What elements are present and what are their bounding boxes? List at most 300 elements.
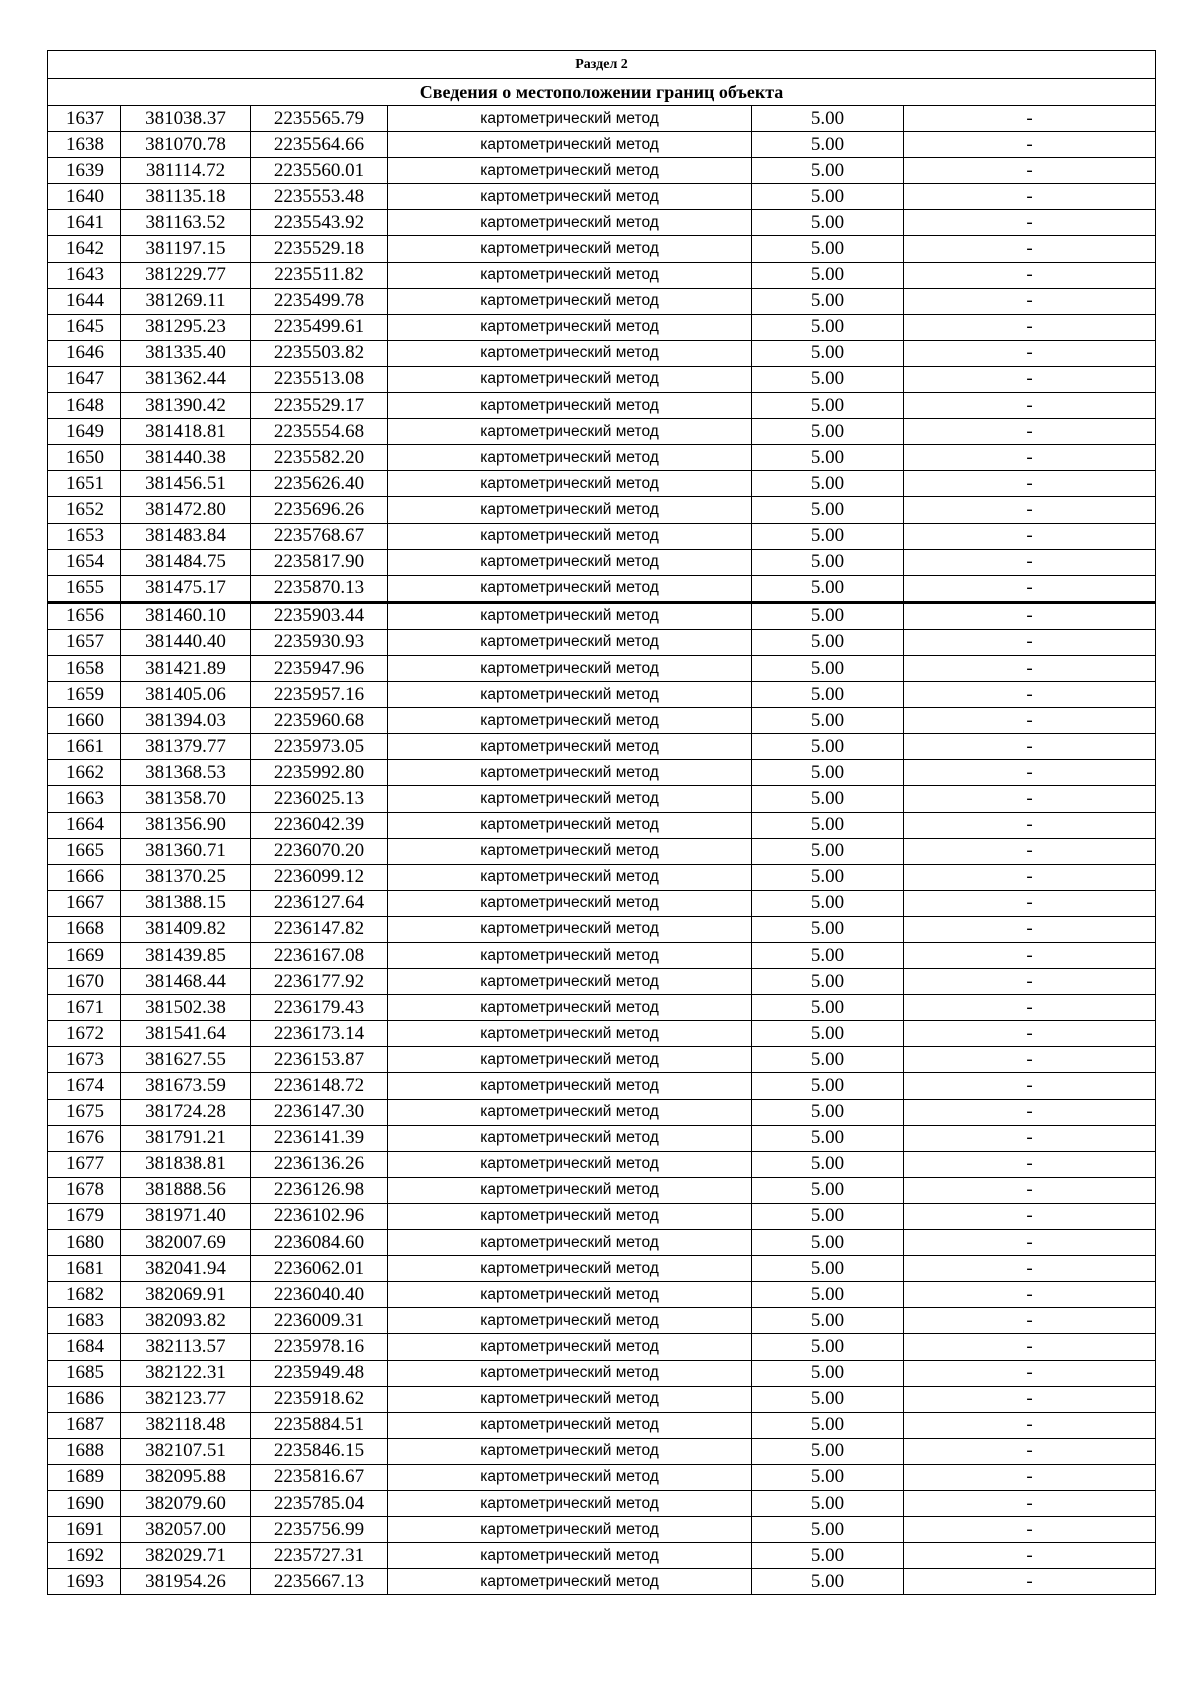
point-number-cell: 1651 [48,471,121,497]
point-number-cell: 1688 [48,1438,121,1464]
coord-x-cell: 381394.03 [121,708,251,734]
point-number-cell: 1644 [48,288,121,314]
coord-y-cell: 2235560.01 [251,158,388,184]
coord-x-cell: 381791.21 [121,1125,251,1151]
method-cell: картометрический метод [388,366,752,392]
table-row [48,1412,1156,1438]
note-cell: - [904,106,1156,132]
method-cell: картометрический метод [388,1543,752,1569]
table-row [48,1203,1156,1229]
section-title-row [48,79,1156,106]
point-number-cell: 1681 [48,1256,121,1282]
table-row [48,262,1156,288]
note-cell: - [904,1438,1156,1464]
table-row [48,1073,1156,1099]
point-number-cell: 1678 [48,1177,121,1203]
table-row [48,236,1156,262]
coord-y-cell: 2235960.68 [251,708,388,734]
note-cell: - [904,629,1156,655]
accuracy-cell: 5.00 [752,1073,904,1099]
coord-y-cell: 2235503.82 [251,340,388,366]
coord-x-cell: 381456.51 [121,471,251,497]
point-number-cell: 1670 [48,969,121,995]
accuracy-cell: 5.00 [752,1412,904,1438]
coord-x-cell: 381135.18 [121,184,251,210]
method-cell: картометрический метод [388,393,752,419]
point-number-cell: 1639 [48,158,121,184]
method-cell: картометрический метод [388,864,752,890]
accuracy-cell: 5.00 [752,523,904,549]
table-row [48,838,1156,864]
coord-x-cell: 381439.85 [121,943,251,969]
accuracy-cell: 5.00 [752,838,904,864]
point-number-cell: 1657 [48,629,121,655]
note-cell: - [904,1360,1156,1386]
accuracy-cell: 5.00 [752,262,904,288]
coord-y-cell: 2236179.43 [251,995,388,1021]
point-number-cell: 1648 [48,393,121,419]
coord-y-cell: 2235667.13 [251,1569,388,1595]
accuracy-cell: 5.00 [752,236,904,262]
table-row [48,682,1156,708]
point-number-cell: 1640 [48,184,121,210]
section-label-row [48,51,1156,79]
point-number-cell: 1638 [48,132,121,158]
coord-x-cell: 381295.23 [121,314,251,340]
coord-y-cell: 2236070.20 [251,838,388,864]
method-cell: картометрический метод [388,1308,752,1334]
table-row [48,1125,1156,1151]
accuracy-cell: 5.00 [752,419,904,445]
method-cell: картометрический метод [388,1569,752,1595]
coord-x-cell: 381368.53 [121,760,251,786]
coord-x-cell: 381971.40 [121,1203,251,1229]
point-number-cell: 1693 [48,1569,121,1595]
note-cell: - [904,1464,1156,1490]
section-title: Сведения о местоположении границ объекта [48,79,1156,106]
coord-y-cell: 2236153.87 [251,1047,388,1073]
coord-y-cell: 2236042.39 [251,812,388,838]
note-cell: - [904,340,1156,366]
accuracy-cell: 5.00 [752,393,904,419]
table-row [48,890,1156,916]
table-row [48,1360,1156,1386]
table-row [48,655,1156,681]
note-cell: - [904,366,1156,392]
coord-x-cell: 381475.17 [121,575,251,602]
coord-y-cell: 2235957.16 [251,682,388,708]
point-number-cell: 1660 [48,708,121,734]
note-cell: - [904,602,1156,629]
accuracy-cell: 5.00 [752,1021,904,1047]
coord-y-cell: 2236173.14 [251,1021,388,1047]
point-number-cell: 1692 [48,1543,121,1569]
coord-y-cell: 2235543.92 [251,210,388,236]
table-row [48,340,1156,366]
method-cell: картометрический метод [388,210,752,236]
method-cell: картометрический метод [388,786,752,812]
accuracy-cell: 5.00 [752,106,904,132]
method-cell: картометрический метод [388,288,752,314]
method-cell: картометрический метод [388,838,752,864]
accuracy-cell: 5.00 [752,1125,904,1151]
table-row [48,864,1156,890]
coord-x-cell: 381229.77 [121,262,251,288]
coord-y-cell: 2236084.60 [251,1230,388,1256]
method-cell: картометрический метод [388,575,752,602]
note-cell: - [904,497,1156,523]
coord-x-cell: 381390.42 [121,393,251,419]
table-row [48,158,1156,184]
coord-x-cell: 381335.40 [121,340,251,366]
coord-x-cell: 382122.31 [121,1360,251,1386]
coord-y-cell: 2235564.66 [251,132,388,158]
accuracy-cell: 5.00 [752,288,904,314]
point-number-cell: 1690 [48,1490,121,1516]
point-number-cell: 1662 [48,760,121,786]
method-cell: картометрический метод [388,497,752,523]
point-number-cell: 1650 [48,445,121,471]
coord-x-cell: 382069.91 [121,1282,251,1308]
method-cell: картометрический метод [388,1490,752,1516]
coord-x-cell: 381838.81 [121,1151,251,1177]
note-cell: - [904,236,1156,262]
table-row [48,523,1156,549]
coord-y-cell: 2235949.48 [251,1360,388,1386]
note-cell: - [904,1569,1156,1595]
note-cell: - [904,262,1156,288]
coord-x-cell: 382057.00 [121,1517,251,1543]
note-cell: - [904,890,1156,916]
point-number-cell: 1661 [48,734,121,760]
table-row [48,288,1156,314]
coord-y-cell: 2235947.96 [251,655,388,681]
coord-y-cell: 2235529.18 [251,236,388,262]
method-cell: картометрический метод [388,236,752,262]
table-row [48,629,1156,655]
method-cell: картометрический метод [388,890,752,916]
note-cell: - [904,210,1156,236]
method-cell: картометрический метод [388,969,752,995]
coord-y-cell: 2235565.79 [251,106,388,132]
note-cell: - [904,682,1156,708]
note-cell: - [904,523,1156,549]
coord-y-cell: 2236167.08 [251,943,388,969]
coord-x-cell: 381440.38 [121,445,251,471]
point-number-cell: 1686 [48,1386,121,1412]
table-row [48,1256,1156,1282]
accuracy-cell: 5.00 [752,1569,904,1595]
accuracy-cell: 5.00 [752,314,904,340]
table-row [48,1047,1156,1073]
table-row [48,995,1156,1021]
table-row [48,471,1156,497]
table-row [48,734,1156,760]
accuracy-cell: 5.00 [752,760,904,786]
note-cell: - [904,864,1156,890]
coord-x-cell: 381197.15 [121,236,251,262]
coord-x-cell: 381484.75 [121,549,251,575]
accuracy-cell: 5.00 [752,995,904,1021]
table-row [48,132,1156,158]
point-number-cell: 1676 [48,1125,121,1151]
coord-x-cell: 381070.78 [121,132,251,158]
coord-x-cell: 381483.84 [121,523,251,549]
accuracy-cell: 5.00 [752,340,904,366]
point-number-cell: 1653 [48,523,121,549]
table-row [48,602,1156,629]
table-row [48,419,1156,445]
coord-x-cell: 381418.81 [121,419,251,445]
method-cell: картометрический метод [388,1256,752,1282]
accuracy-cell: 5.00 [752,1386,904,1412]
coord-y-cell: 2236127.64 [251,890,388,916]
coord-x-cell: 382123.77 [121,1386,251,1412]
table-row [48,1490,1156,1516]
point-number-cell: 1684 [48,1334,121,1360]
table-row [48,1543,1156,1569]
coord-x-cell: 381362.44 [121,366,251,392]
accuracy-cell: 5.00 [752,471,904,497]
method-cell: картометрический метод [388,1230,752,1256]
coord-x-cell: 381472.80 [121,497,251,523]
accuracy-cell: 5.00 [752,1282,904,1308]
coord-x-cell: 381440.40 [121,629,251,655]
accuracy-cell: 5.00 [752,969,904,995]
accuracy-cell: 5.00 [752,629,904,655]
note-cell: - [904,1334,1156,1360]
coord-y-cell: 2235817.90 [251,549,388,575]
accuracy-cell: 5.00 [752,1490,904,1516]
coord-y-cell: 2235499.61 [251,314,388,340]
accuracy-cell: 5.00 [752,184,904,210]
note-cell: - [904,1177,1156,1203]
note-cell: - [904,1073,1156,1099]
note-cell: - [904,1517,1156,1543]
table-row [48,184,1156,210]
method-cell: картометрический метод [388,812,752,838]
accuracy-cell: 5.00 [752,549,904,575]
coord-y-cell: 2236148.72 [251,1073,388,1099]
accuracy-cell: 5.00 [752,708,904,734]
coord-y-cell: 2235756.99 [251,1517,388,1543]
accuracy-cell: 5.00 [752,1464,904,1490]
point-number-cell: 1675 [48,1099,121,1125]
note-cell: - [904,812,1156,838]
point-number-cell: 1658 [48,655,121,681]
coord-x-cell: 381269.11 [121,288,251,314]
method-cell: картометрический метод [388,1177,752,1203]
note-cell: - [904,760,1156,786]
table-row [48,1308,1156,1334]
table-row [48,708,1156,734]
note-cell: - [904,734,1156,760]
method-cell: картометрический метод [388,1517,752,1543]
note-cell: - [904,288,1156,314]
table-row [48,575,1156,602]
note-cell: - [904,1230,1156,1256]
method-cell: картометрический метод [388,262,752,288]
note-cell: - [904,1047,1156,1073]
coord-y-cell: 2236009.31 [251,1308,388,1334]
coord-x-cell: 381724.28 [121,1099,251,1125]
note-cell: - [904,1490,1156,1516]
note-cell: - [904,708,1156,734]
note-cell: - [904,1203,1156,1229]
accuracy-cell: 5.00 [752,497,904,523]
coord-y-cell: 2235727.31 [251,1543,388,1569]
coord-x-cell: 382041.94 [121,1256,251,1282]
coord-x-cell: 381038.37 [121,106,251,132]
table-row [48,943,1156,969]
coord-x-cell: 381405.06 [121,682,251,708]
method-cell: картометрический метод [388,340,752,366]
table-row [48,366,1156,392]
note-cell: - [904,1412,1156,1438]
point-number-cell: 1673 [48,1047,121,1073]
method-cell: картометрический метод [388,132,752,158]
note-cell: - [904,1386,1156,1412]
point-number-cell: 1655 [48,575,121,602]
coord-y-cell: 2235870.13 [251,575,388,602]
coord-x-cell: 381356.90 [121,812,251,838]
coord-y-cell: 2235973.05 [251,734,388,760]
method-cell: картометрический метод [388,760,752,786]
coord-x-cell: 381627.55 [121,1047,251,1073]
coord-y-cell: 2235992.80 [251,760,388,786]
table-row [48,314,1156,340]
accuracy-cell: 5.00 [752,366,904,392]
accuracy-cell: 5.00 [752,1543,904,1569]
note-cell: - [904,575,1156,602]
note-cell: - [904,314,1156,340]
coord-x-cell: 382029.71 [121,1543,251,1569]
method-cell: картометрический метод [388,1412,752,1438]
accuracy-cell: 5.00 [752,1203,904,1229]
table-row [48,445,1156,471]
method-cell: картометрический метод [388,1099,752,1125]
point-number-cell: 1674 [48,1073,121,1099]
table-row [48,549,1156,575]
accuracy-cell: 5.00 [752,864,904,890]
point-number-cell: 1671 [48,995,121,1021]
coord-y-cell: 2235529.17 [251,393,388,419]
coord-y-cell: 2236177.92 [251,969,388,995]
point-number-cell: 1689 [48,1464,121,1490]
point-number-cell: 1663 [48,786,121,812]
table-row [48,1438,1156,1464]
method-cell: картометрический метод [388,184,752,210]
coord-x-cell: 381954.26 [121,1569,251,1595]
table-row [48,210,1156,236]
coord-y-cell: 2235511.82 [251,262,388,288]
accuracy-cell: 5.00 [752,786,904,812]
coord-x-cell: 382107.51 [121,1438,251,1464]
note-cell: - [904,995,1156,1021]
table-row [48,1569,1156,1595]
point-number-cell: 1679 [48,1203,121,1229]
accuracy-cell: 5.00 [752,1438,904,1464]
table-row [48,1230,1156,1256]
table-row [48,1021,1156,1047]
table-row [48,1282,1156,1308]
coord-y-cell: 2235582.20 [251,445,388,471]
accuracy-cell: 5.00 [752,812,904,838]
accuracy-cell: 5.00 [752,1360,904,1386]
note-cell: - [904,1282,1156,1308]
accuracy-cell: 5.00 [752,890,904,916]
coord-x-cell: 382113.57 [121,1334,251,1360]
table-row [48,916,1156,942]
note-cell: - [904,1099,1156,1125]
method-cell: картометрический метод [388,158,752,184]
accuracy-cell: 5.00 [752,1099,904,1125]
note-cell: - [904,969,1156,995]
method-cell: картометрический метод [388,1047,752,1073]
note-cell: - [904,838,1156,864]
accuracy-cell: 5.00 [752,210,904,236]
coord-y-cell: 2235978.16 [251,1334,388,1360]
coord-y-cell: 2235884.51 [251,1412,388,1438]
coord-y-cell: 2235846.15 [251,1438,388,1464]
table-row [48,786,1156,812]
coord-x-cell: 382095.88 [121,1464,251,1490]
method-cell: картометрический метод [388,471,752,497]
coord-x-cell: 381114.72 [121,158,251,184]
point-number-cell: 1666 [48,864,121,890]
coord-x-cell: 382079.60 [121,1490,251,1516]
method-cell: картометрический метод [388,1073,752,1099]
method-cell: картометрический метод [388,445,752,471]
coord-x-cell: 381409.82 [121,916,251,942]
method-cell: картометрический метод [388,1360,752,1386]
coord-y-cell: 2236102.96 [251,1203,388,1229]
point-number-cell: 1649 [48,419,121,445]
point-number-cell: 1680 [48,1230,121,1256]
accuracy-cell: 5.00 [752,916,904,942]
coord-y-cell: 2235785.04 [251,1490,388,1516]
coord-y-cell: 2236062.01 [251,1256,388,1282]
method-cell: картометрический метод [388,1438,752,1464]
table-row [48,393,1156,419]
point-number-cell: 1646 [48,340,121,366]
table-row [48,1151,1156,1177]
method-cell: картометрический метод [388,916,752,942]
coord-y-cell: 2235903.44 [251,602,388,629]
point-number-cell: 1685 [48,1360,121,1386]
method-cell: картометрический метод [388,106,752,132]
point-number-cell: 1691 [48,1517,121,1543]
point-number-cell: 1656 [48,602,121,629]
note-cell: - [904,132,1156,158]
note-cell: - [904,655,1156,681]
point-number-cell: 1637 [48,106,121,132]
coord-y-cell: 2235554.68 [251,419,388,445]
coord-x-cell: 381888.56 [121,1177,251,1203]
note-cell: - [904,786,1156,812]
method-cell: картометрический метод [388,943,752,969]
method-cell: картометрический метод [388,995,752,1021]
coord-y-cell: 2235499.78 [251,288,388,314]
coord-x-cell: 381673.59 [121,1073,251,1099]
accuracy-cell: 5.00 [752,602,904,629]
coord-x-cell: 382007.69 [121,1230,251,1256]
point-number-cell: 1668 [48,916,121,942]
method-cell: картометрический метод [388,1282,752,1308]
method-cell: картометрический метод [388,682,752,708]
point-number-cell: 1665 [48,838,121,864]
coord-y-cell: 2235553.48 [251,184,388,210]
